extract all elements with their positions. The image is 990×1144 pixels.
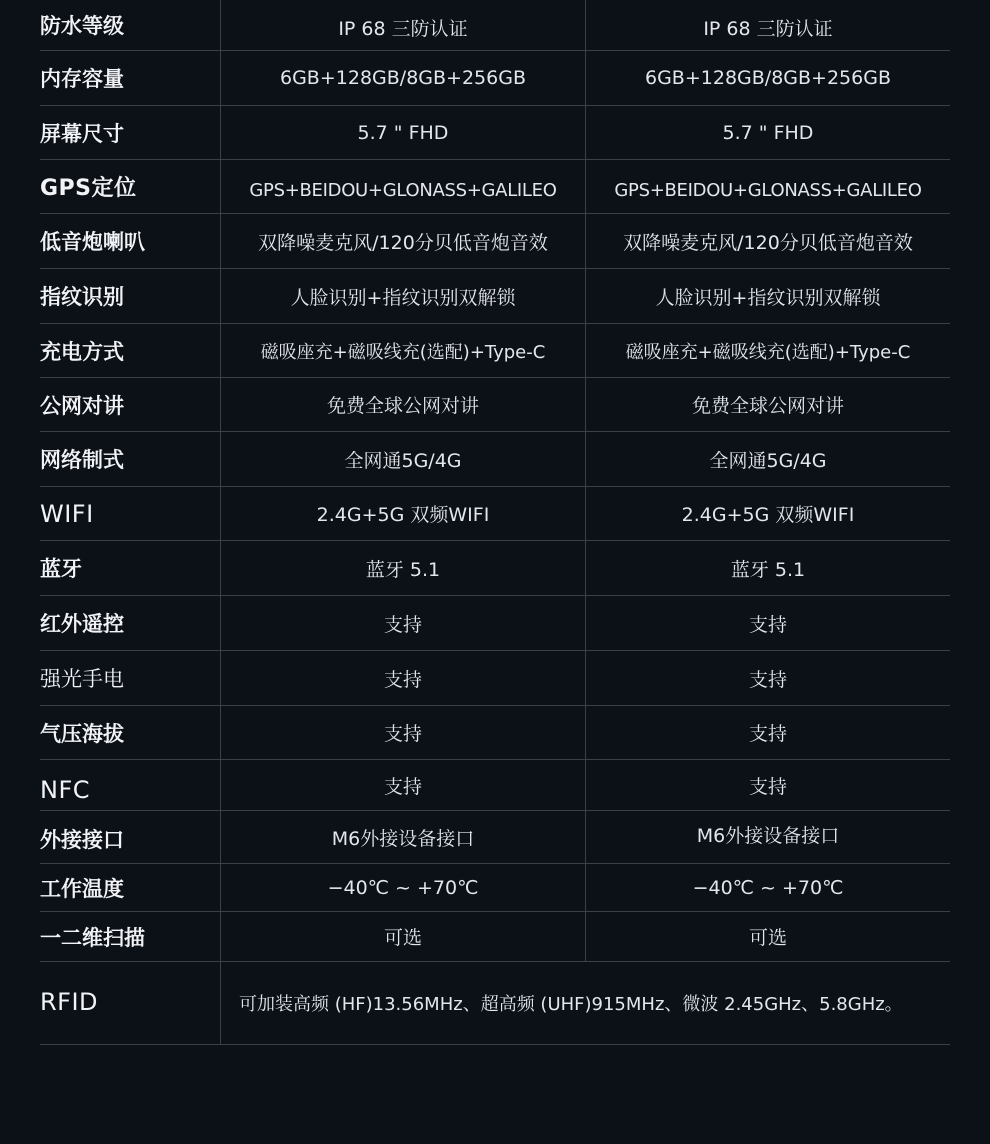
value-cell: 蓝牙 5.1 [730,558,806,581]
table-row [40,541,950,596]
row-label: 外接接口 [40,811,221,863]
value-cell: 6GB+128GB/8GB+256GB [221,51,586,105]
row-label: 一二维扫描 [40,912,221,961]
table-row [40,487,950,541]
value-cell: 可选 [748,927,787,949]
row-label: 网络制式 [40,432,221,486]
table-row [40,269,950,324]
table-row [40,912,950,962]
table-row [40,706,950,760]
value-cell: GPS+BEIDOU+GLONASS+GALILEO [614,180,922,201]
value-cell: IP 68 三防认证 [703,17,833,40]
value-cell: 全网通5G/4G [221,432,586,486]
row-label: WIFI [40,487,221,540]
rfid-value: 可加装高频 (HF)13.56MHz、超高频 (UHF)915MHz、微波 2.45GHz、5.8GHz。 [239,994,903,1015]
value-cell: 6GB+128GB/8GB+256GB [645,67,891,89]
value-cell: 双降噪麦克风/120分贝低音炮音效 [221,214,586,268]
row-label: 强光手电 [40,651,221,705]
table-row [40,51,950,106]
row-label: 气压海拔 [40,706,221,759]
row-label: 充电方式 [40,324,221,377]
row-label: 屏幕尺寸 [40,106,221,159]
value-cell: 磁吸座充+磁吸线充(选配)+Type-C [221,324,586,377]
value-cell: 可选 [221,912,586,961]
row-label: 防水等级 [40,0,221,50]
value-cell: 人脸识别+指纹识别双解锁 [221,269,586,323]
row-label: 蓝牙 [40,541,221,595]
value-cell: 磁吸座充+磁吸线充(选配)+Type-C [625,341,911,363]
spec-table [40,0,950,1045]
table-row-rfid [40,962,950,1045]
value-cell: 支持 [221,651,586,705]
value-cell: 蓝牙 5.1 [221,541,586,595]
row-label: 工作温度 [40,864,221,911]
value-cell: IP 68 三防认证 [221,0,586,50]
table-row [40,106,950,160]
row-label: 公网对讲 [40,378,221,431]
value-cell: 免费全球公网对讲 [691,395,844,417]
value-cell: 5.7 " FHD [722,121,814,144]
value-cell: 5.7 " FHD [221,106,586,159]
value-cell: 支持 [748,723,787,745]
row-label: RFID [40,962,221,1044]
value-cell: GPS+BEIDOU+GLONASS+GALILEO [221,160,586,213]
row-label: GPS定位 [40,160,221,213]
row-label: 指纹识别 [40,269,221,323]
table-row [40,214,950,269]
table-row [40,596,950,651]
table-row [40,760,950,811]
value-cell: 支持 [748,613,787,636]
value-cell: M6外接设备接口 [696,824,840,847]
row-label: NFC [40,760,221,810]
table-row [40,432,950,487]
table-row [40,160,950,214]
row-label: 低音炮喇叭 [40,214,221,268]
table-row [40,651,950,706]
value-cell: 2.4G+5G 双频WIFI [221,487,586,540]
value-cell: 免费全球公网对讲 [221,378,586,431]
value-cell: 支持 [221,760,586,810]
table-row [40,811,950,864]
table-row [40,864,950,912]
value-cell: 支持 [748,668,787,691]
value-cell: 2.4G+5G 双频WIFI [681,504,855,526]
value-cell: 支持 [221,706,586,759]
table-row [40,0,950,51]
table-row [40,378,950,432]
row-label: 红外遥控 [40,596,221,650]
value-cell: 双降噪麦克风/120分贝低音炮音效 [623,231,913,254]
value-cell: 人脸识别+指纹识别双解锁 [655,286,881,309]
value-cell: −40℃ ~ +70℃ [221,864,586,911]
value-cell: −40℃ ~ +70℃ [692,876,844,899]
value-cell: 支持 [221,596,586,650]
value-cell: 全网通5G/4G [709,449,827,472]
value-cell: 支持 [748,776,787,798]
row-label: 内存容量 [40,51,221,105]
table-row [40,324,950,378]
value-cell: M6外接设备接口 [221,811,586,863]
